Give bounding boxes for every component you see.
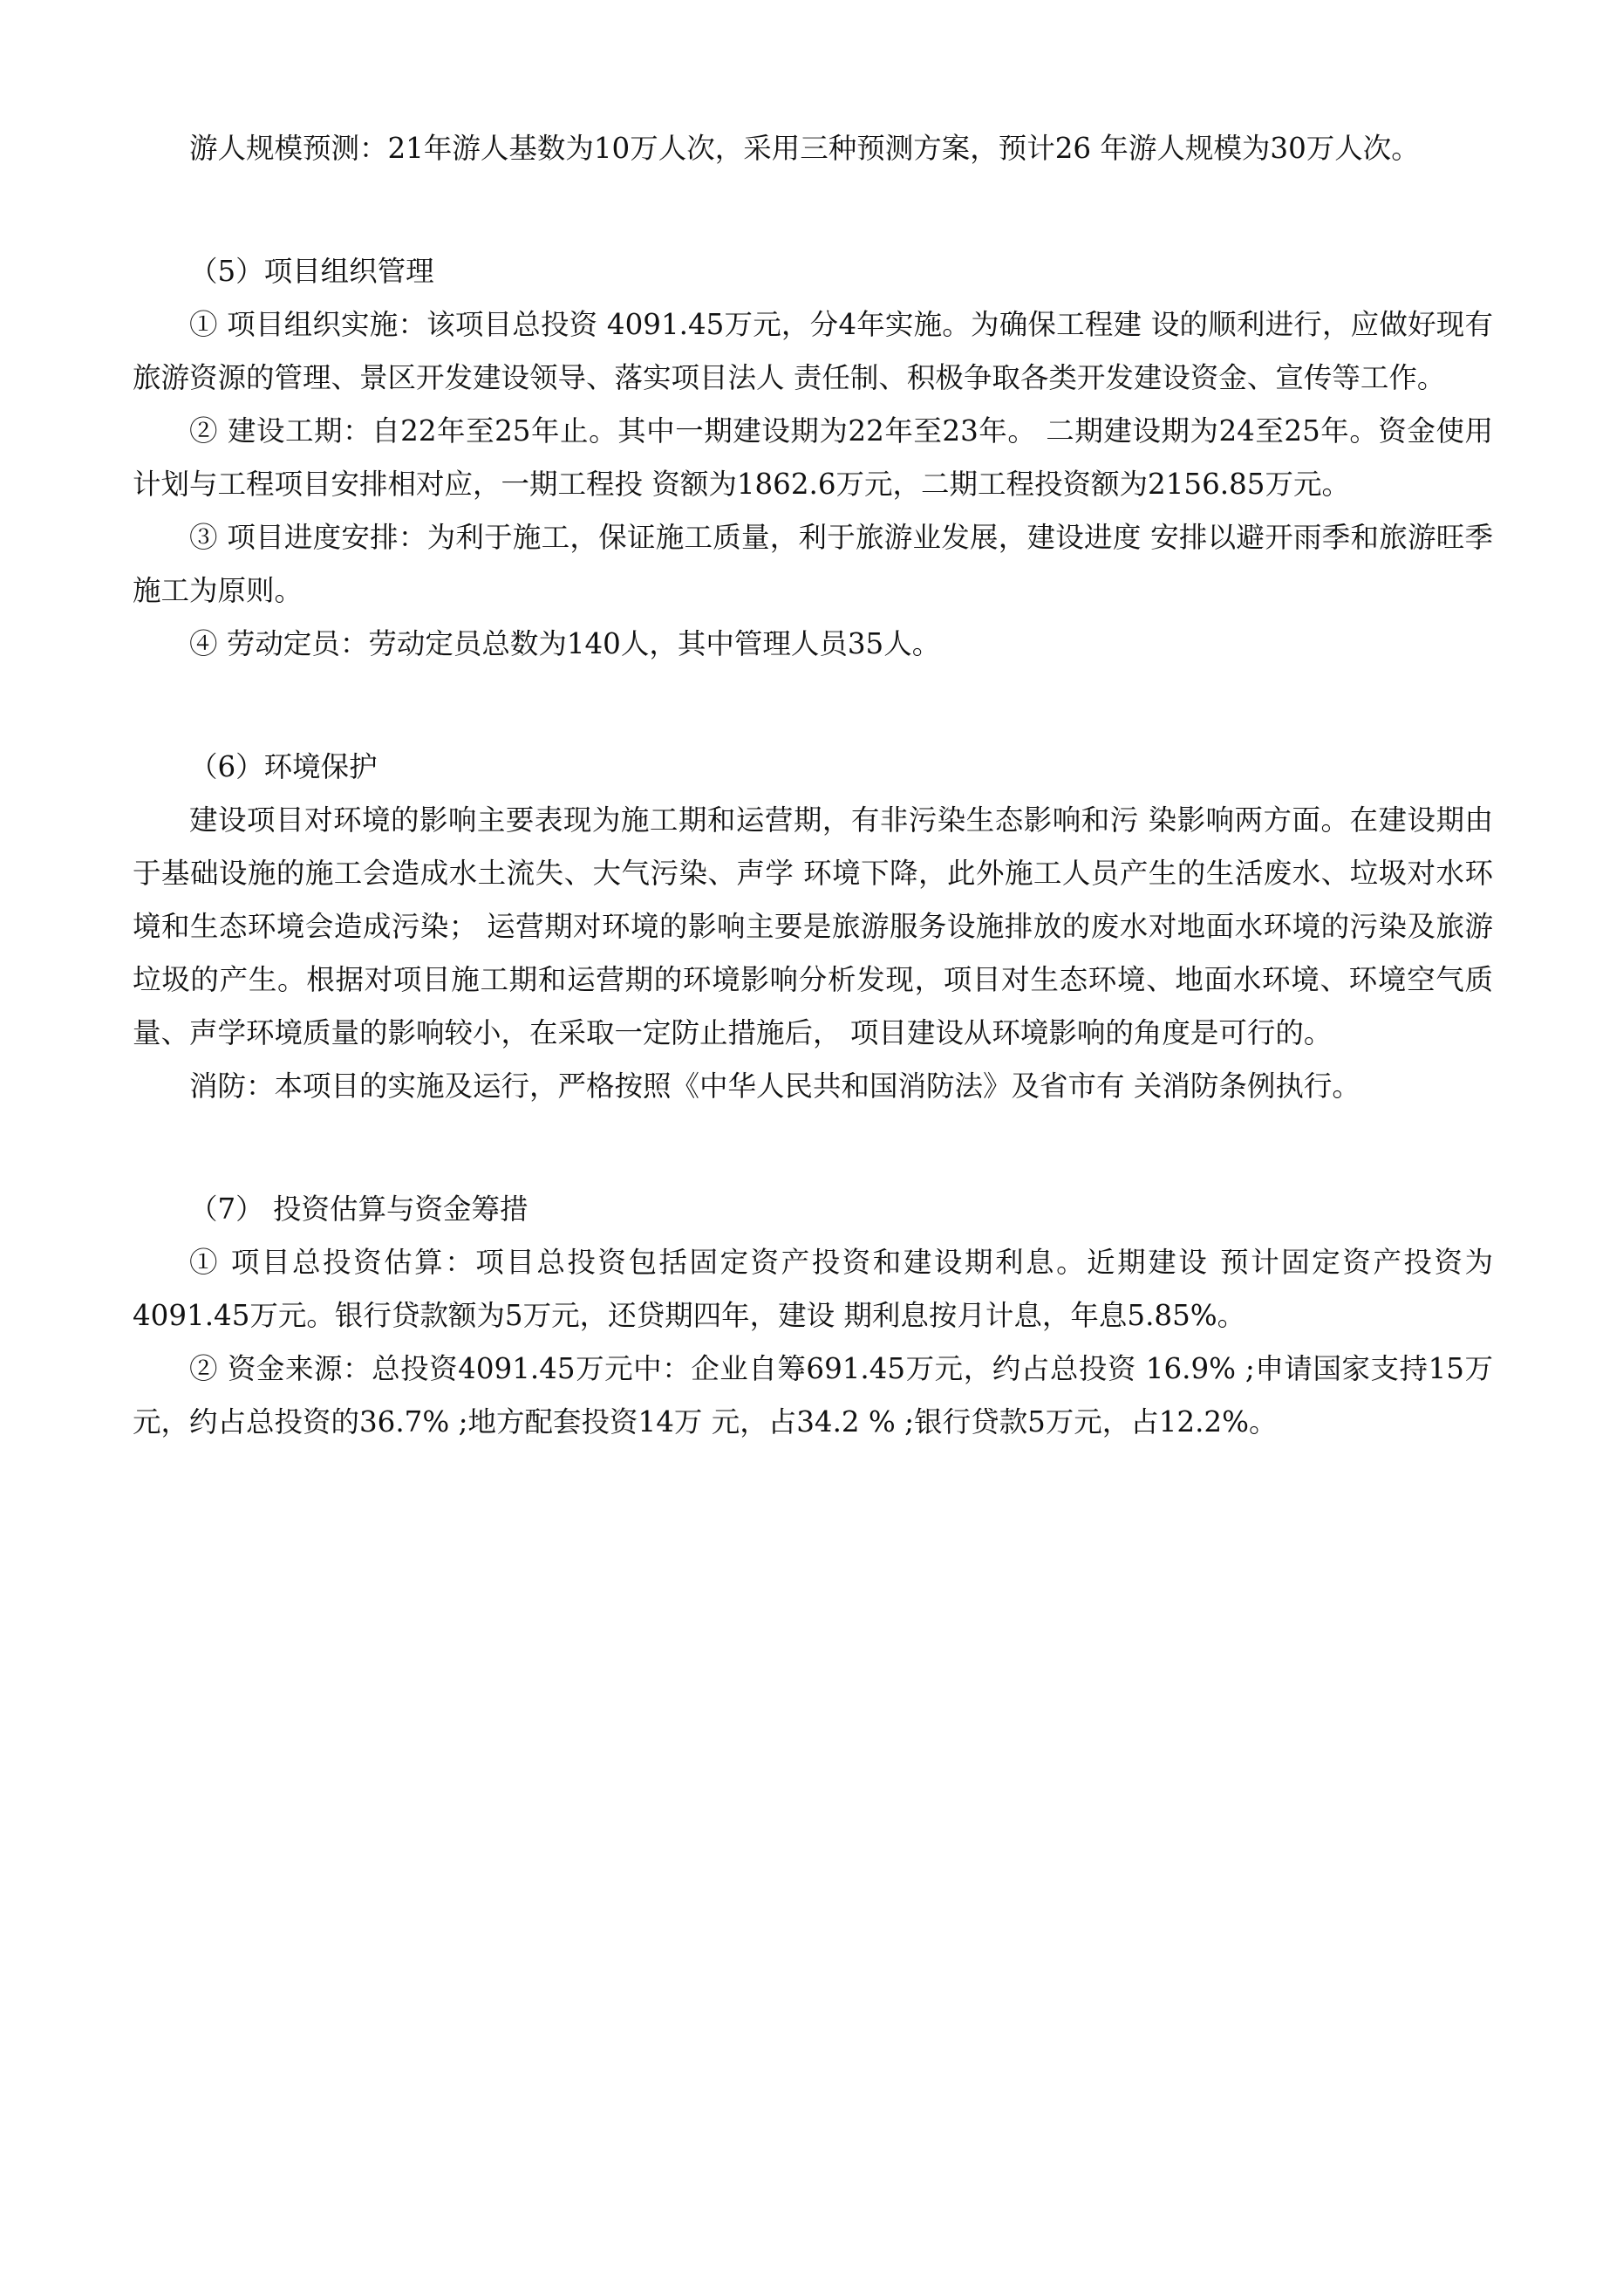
spacer	[133, 671, 1493, 741]
section-5-paragraph-1: ① 项目组织实施：该项目总投资 4091.45万元，分4年实施。为确保工程建 设的顺利进行，应做好现有旅游资源的管理、景区开发建设领导、落实项目法人 责任制、积极争取各类开发建设资金、宣传等工作。	[133, 308, 1493, 394]
section-6-paragraph-1: 建设项目对环境的影响主要表现为施工期和运营期，有非污染生态影响和污 染影响两方面。在建设期由于基础设施的施工会造成水土流失、大气污染、声学 环境下降，此外施工人员产生的生活废水、垃圾对水环境和生态环境会造成污染； 运营期对环境的影响主要是旅游服务设施排放的废水对地面水环境的污染及旅游 垃圾的产生。根据对项目施工期和运营期的环境影响分析发现，项目对生态环境、地面水环境、环境空气质量、声学环境质量的影响较小，在采取一定防止措施后， 项目建设从环境影响的角度是可行的。	[133, 803, 1493, 1049]
spacer	[133, 175, 1493, 245]
section-5-paragraph-4: ④ 劳动定员：劳动定员总数为140人，其中管理人员35人。	[189, 627, 941, 660]
section-7-paragraph-2: ② 资金来源：总投资4091.45万元中：企业自筹691.45万元，约占总投资 16.9% ;申请国家支持15万元，约占总投资的36.7% ;地方配套投资14万 元，占34.2 % ;银行贷款5万元，占12.2%。	[133, 1352, 1493, 1438]
section-7-paragraph-1: ① 项目总投资估算：项目总投资包括固定资产投资和建设期利息。近期建设 预计固定资产投资为4091.45万元。银行贷款额为5万元，还贷期四年，建设 期利息按月计息，年息5.85%。	[133, 1246, 1493, 1332]
section-6-heading: （6）环境保护	[189, 750, 378, 783]
section-5-heading: （5）项目组织管理	[189, 255, 434, 288]
section-7-heading: （7） 投资估算与资金筹措	[189, 1192, 528, 1226]
spacer	[133, 1113, 1493, 1183]
section-5-paragraph-2: ② 建设工期：自22年至25年止。其中一期建设期为22年至23年。 二期建设期为24至25年。资金使用计划与工程项目安排相对应，一期工程投 资额为1862.6万元，二期工程投资额为2156.85万元。	[133, 414, 1493, 501]
document-page	[133, 122, 1493, 1449]
section-6-paragraph-2: 消防：本项目的实施及运行，严格按照《中华人民共和国消防法》及省市有 关消防条例执行。	[189, 1069, 1360, 1103]
visitor-forecast-paragraph: 游人规模预测：21年游人基数为10万人次，采用三种预测方案，预计26 年游人规模为30万人次。	[189, 132, 1420, 165]
section-5-paragraph-3: ③ 项目进度安排：为利于施工，保证施工质量，利于旅游业发展，建设进度 安排以避开雨季和旅游旺季施工为原则。	[133, 521, 1493, 607]
